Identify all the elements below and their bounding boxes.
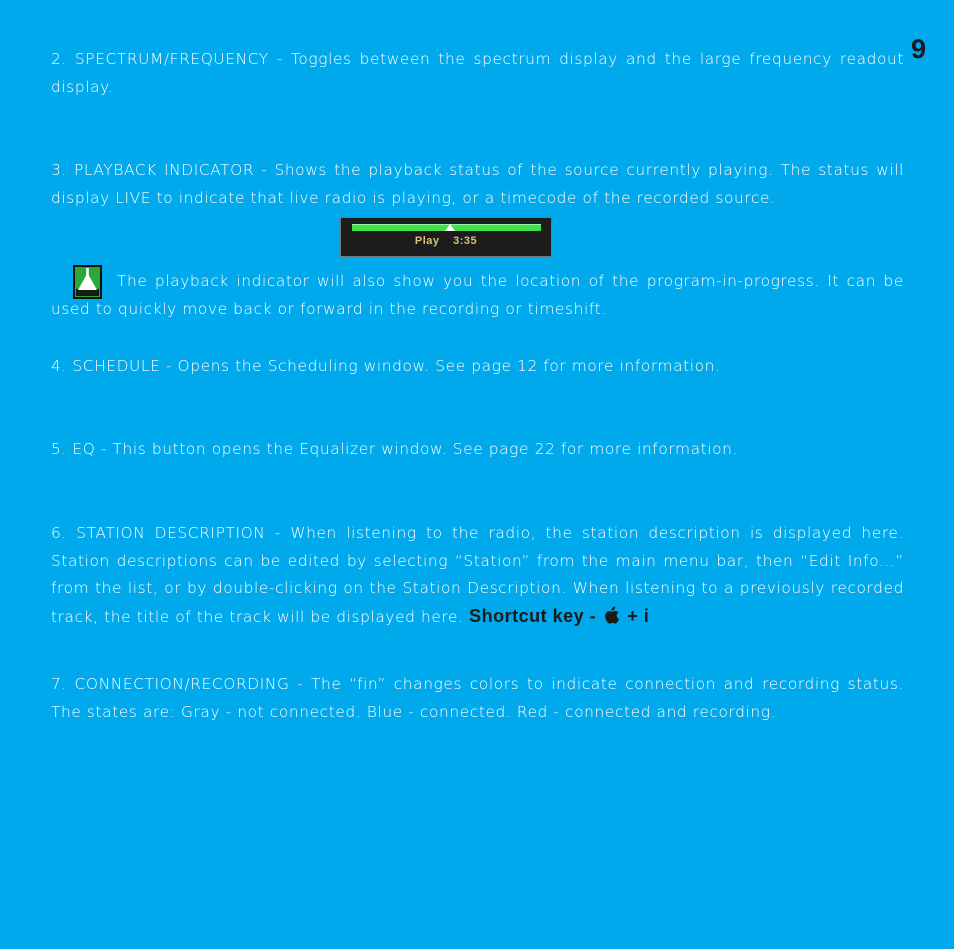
playback-marker-icon	[445, 224, 455, 231]
playback-status-label	[341, 235, 551, 247]
playback-time: 3:35	[453, 235, 478, 247]
section-schedule: 4. SCHEDULE - Opens the Scheduling window. See page 12 for more information.	[51, 357, 721, 375]
station-description-text: 6. STATION DESCRIPTION - When listening to the radio, the station description is displayed here. Station descriptions can be edited by selecting “Station” from the main menu bar, then “Edit Info...” from the list, or by double-clicking on the Station Description. When listening to a previously recorded track, the title of the track will be displayed here.	[51, 524, 904, 626]
section-connection-recording: 7. CONNECTION/RECORDING - The “fin” changes colors to indicate connection and recording status. The states are: Gray - not connected. Blue - connected. Red - connected and recording.	[51, 675, 904, 721]
playback-status: Play	[414, 235, 440, 247]
section-station-description	[51, 520, 904, 632]
section-playback-location	[51, 268, 904, 323]
apple-icon	[604, 605, 620, 633]
shortcut-key	[469, 606, 649, 626]
shortcut-label: Shortcut key -	[469, 605, 597, 626]
shortcut-combo: + i	[627, 605, 650, 626]
playback-location-text: The playback indicator will also show you the location of the program-in-progress. It can be used to quickly move back or forward in the recording or timeshift.	[51, 272, 904, 318]
page-number: 9	[910, 34, 926, 64]
section-spectrum-frequency: 2. SPECTRUM/FREQUENCY - Toggles between the spectrum display and the large frequency readout display.	[51, 50, 904, 96]
section-playback-indicator: 3. PLAYBACK INDICATOR - Shows the playback status of the source currently playing. The status will display LIVE to indicate that live radio is playing, or a timecode of the recorded source.	[51, 161, 904, 207]
playback-indicator-image	[340, 217, 552, 257]
section-eq: 5. EQ - This button opens the Equalizer window. See page 22 for more information.	[51, 440, 738, 458]
